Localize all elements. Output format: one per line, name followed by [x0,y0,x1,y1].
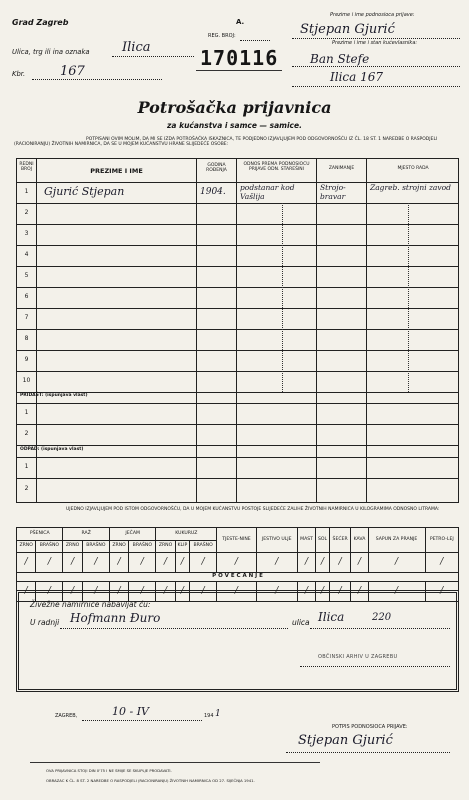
form-subtitle: za kućanstva i samce — samice. [167,121,302,130]
supply-number-value: 220 [372,612,392,623]
departure-row-1: 1 [24,463,29,470]
arrival-row-1: 1 [24,409,29,416]
footer-place: ZAGREB, [55,713,78,719]
row-no-9: 9 [24,356,29,363]
member-relation: podstanar kod Vašlija [240,183,295,201]
footer-date: 10 - IV [112,705,149,718]
row-no-4: 4 [24,251,29,258]
street-value: Ilica [122,40,151,55]
row-no-1: 1 [24,188,29,195]
signature-label: POTPIS PODNOSIOCA PRIJAVE: [332,724,408,730]
declaration-2: UJEDNO IZJAVLJUJEM POD ISTOM ODGOVORNOŠĆU, DA U MOJEM KUĆANSTVU POSTOJE SLIJEDEĆE ZALIHE ŽIVOTNIH NAMIRNICA U KILOGRAMIMA ODNOSNO LITRAMA: [66,507,440,512]
row-no-5: 5 [24,272,29,279]
supply-shop-label: U radnji [30,618,60,627]
departure-label: ODPAD: (ispunjava vlast) [20,447,84,452]
stock-sol: SOL [316,528,330,553]
member-occupation: Strojo-bravar [320,183,346,201]
street-label: Ulica, trg ili ina oznaka [12,48,90,56]
departure-row-2: 2 [24,485,29,492]
applicant-label: Prezime i ime podnosioca prijave: [330,12,415,18]
stock-sub: BRAŠNO [190,541,217,553]
footer-year-suffix: 1 [215,709,221,719]
form-title: Potrošačka prijavnica [137,98,332,117]
footer-note-2: OBRAZAC K ČL. 8 ST. 2 NAREDBE O RASPODJELI (RACIONIRANJU) ŽIVOTNIH NAMIRNICA OD 27. SIJEČNJA 1941. [46,778,255,783]
col-header-no: REDNI BROJ [19,162,34,172]
col-header-relation: ODNOS PREMA PODNOSIOCU PRIJAVE ODN. STAREŠINI [243,162,310,172]
member-year: 1904. [200,187,226,197]
col-header-occupation: ZANIMANJE [328,166,355,171]
supply-shop-value: Hofmann Đuro [70,611,161,625]
col-header-year: GODINA ROĐENJA [206,163,227,173]
row-no-7: 7 [24,314,29,321]
stock-kava: KAVA [351,528,368,553]
stock-sapun: SAPUN ZA PRANJE [368,528,425,553]
supply-label: Živežne namirnice nabavljat ću: [30,600,151,609]
stock-group-psenica: PŠENICA [17,528,63,541]
section-mark: A. [236,18,245,26]
arrival-row-2: 2 [24,430,29,437]
stock-petrolej: PETRO-LEJ [425,528,458,553]
row-no-10: 10 [22,377,31,384]
applicant-value: Stjepan Gjurić [300,22,395,37]
stock-group-raz: RAŽ [63,528,109,541]
footer-year: 194 [204,713,214,719]
archive-stamp: OBČINSKI ARHIV U ZAGREBU [318,654,398,660]
stock-sub: KLIP [175,541,189,553]
reg-label: REG. BROJ: [208,33,236,39]
number-stamp-ticks [196,70,282,79]
col-header-workplace: MJESTO RADA [397,166,429,171]
number-stamp: 170116 [200,46,279,70]
increase-label: P O V E Ć A N J E [17,573,459,582]
stock-ulje: JESTIVO ULJE [256,528,297,553]
stock-mast: MAST [297,528,316,553]
stock-sub: BRAŠNO [36,541,63,553]
owner-value-line2: Ilica 167 [330,70,384,84]
member-name: Gjurić Stjepan [44,185,125,198]
row-no-3: 3 [24,230,29,237]
stock-group-kukuruz: KUKURUZ [156,528,217,541]
row-no-8: 8 [24,335,29,342]
footer-rule [30,762,320,763]
supply-street-value: Ilica [318,610,345,624]
row-no-6: 6 [24,293,29,300]
stock-secer: ŠEĆER [329,528,351,553]
owner-label: Prezime i ime i stan kućevlasnika: [332,40,418,46]
arrival-label: PRIDAŠT: (ispunjava vlast) [20,393,88,398]
stock-sub: ZRNO [109,541,128,553]
row-no-2: 2 [24,209,29,216]
col-header-name: PREZIME I IME [90,167,143,175]
city-label: Grad Zagreb [12,18,69,27]
stock-increase-row: / / / / / / / / / / / / / / / / / [17,582,459,602]
stock-sub: BRAŠNO [82,541,109,553]
house-value: 167 [60,64,85,79]
house-label: Kbr. [12,70,26,78]
stock-sub: ZRNO [156,541,175,553]
stock-sub: ZRNO [63,541,82,553]
stock-group-jecam: JEČAM [109,528,155,541]
stock-tjestenine: TJESTE-NINE [217,528,257,553]
signature-value: Stjepan Gjurić [298,733,393,748]
stock-sub: ZRNO [17,541,36,553]
footer-note-1: OVA PRIJAVNICA STOJI DIN 0'75 I NE SMIJE SE SKUPLJE PRODAVATI. [46,768,172,773]
declaration-1: POTPISANI OVIM MOLIM, DA MI SE IZDA POTROŠAČKA ISKAZNICA, TE PODJEDNO IZJAVLJUJEM POD ODGOVORNOŠĆU IZ ČL. 18 ST. 1 NAREDBE O RASPODJELI (RACIONIRANJU) ŽIVOTNIH NAMIRNICA, DA SE U MOJEM KUĆANSTVU HRANE SLIJEDEĆE OSOBE: [14,137,438,147]
stock-values-row: / / / / / / / / / / / / / / / / / [17,553,459,573]
owner-value-line1: Ban Stefe [310,52,370,66]
stock-sub: BRAŠNO [129,541,156,553]
supply-street-label: ulica [292,618,310,627]
member-workplace: Zagreb. strojni zavod [370,183,451,192]
